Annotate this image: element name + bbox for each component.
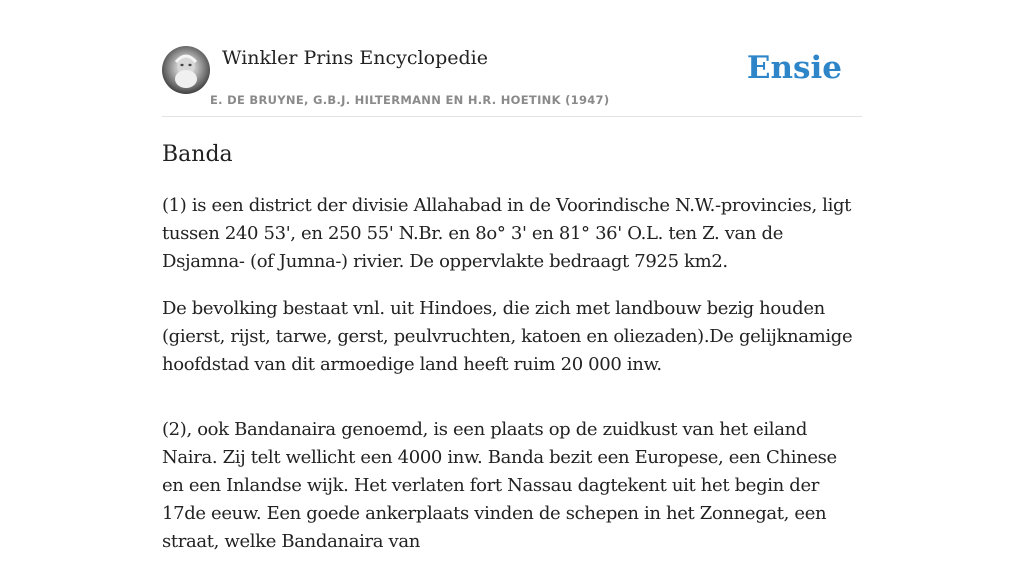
source-authors: E. DE BRUYNE, G.B.J. HILTERMANN EN H.R. HOETINK (1947): [210, 93, 610, 107]
author-avatar[interactable]: [162, 46, 210, 94]
portrait-icon: [162, 46, 210, 94]
source-header: [162, 46, 862, 117]
article-paragraph: De bevolking bestaat vnl. uit Hindoes, die zich met landbouw bezig houden (gierst, rijst, tarwe, gerst, peulvruchten, katoen en oliezaden).De gelijknamige hoofdstad van dit armoedige land heeft ruim 20 000 inw.: [162, 298, 853, 375]
article-body: [162, 192, 862, 575]
article-title: Banda: [162, 142, 233, 167]
article-paragraph: (2), ook Bandanaira genoemd, is een plaats op de zuidkust van het eiland Naira. Zij telt wellicht een 4000 inw. Banda bezit een Europese, een Chinese en een Inlandse wijk. Het verlaten fort Nassau dagtekent uit het begin der 17de eeuw. Een goede ankerplaats vinden de schepen in het Zonnegat, een straat, welke Bandanaira van: [162, 419, 837, 552]
brand-logo[interactable]: Ensie: [746, 50, 842, 86]
source-title[interactable]: Winkler Prins Encyclopedie: [222, 47, 488, 69]
article-paragraph: (1) is een district der divisie Allahabad in de Voorindische N.W.-provincies, ligt tussen 240 53', en 250 55' N.Br. en 8o° 3' en 81° 36' O.L. ten Z. van de Dsjamna- (of Jumna-) rivier. De oppervlakte bedraagt 7925 km2.: [162, 195, 852, 272]
